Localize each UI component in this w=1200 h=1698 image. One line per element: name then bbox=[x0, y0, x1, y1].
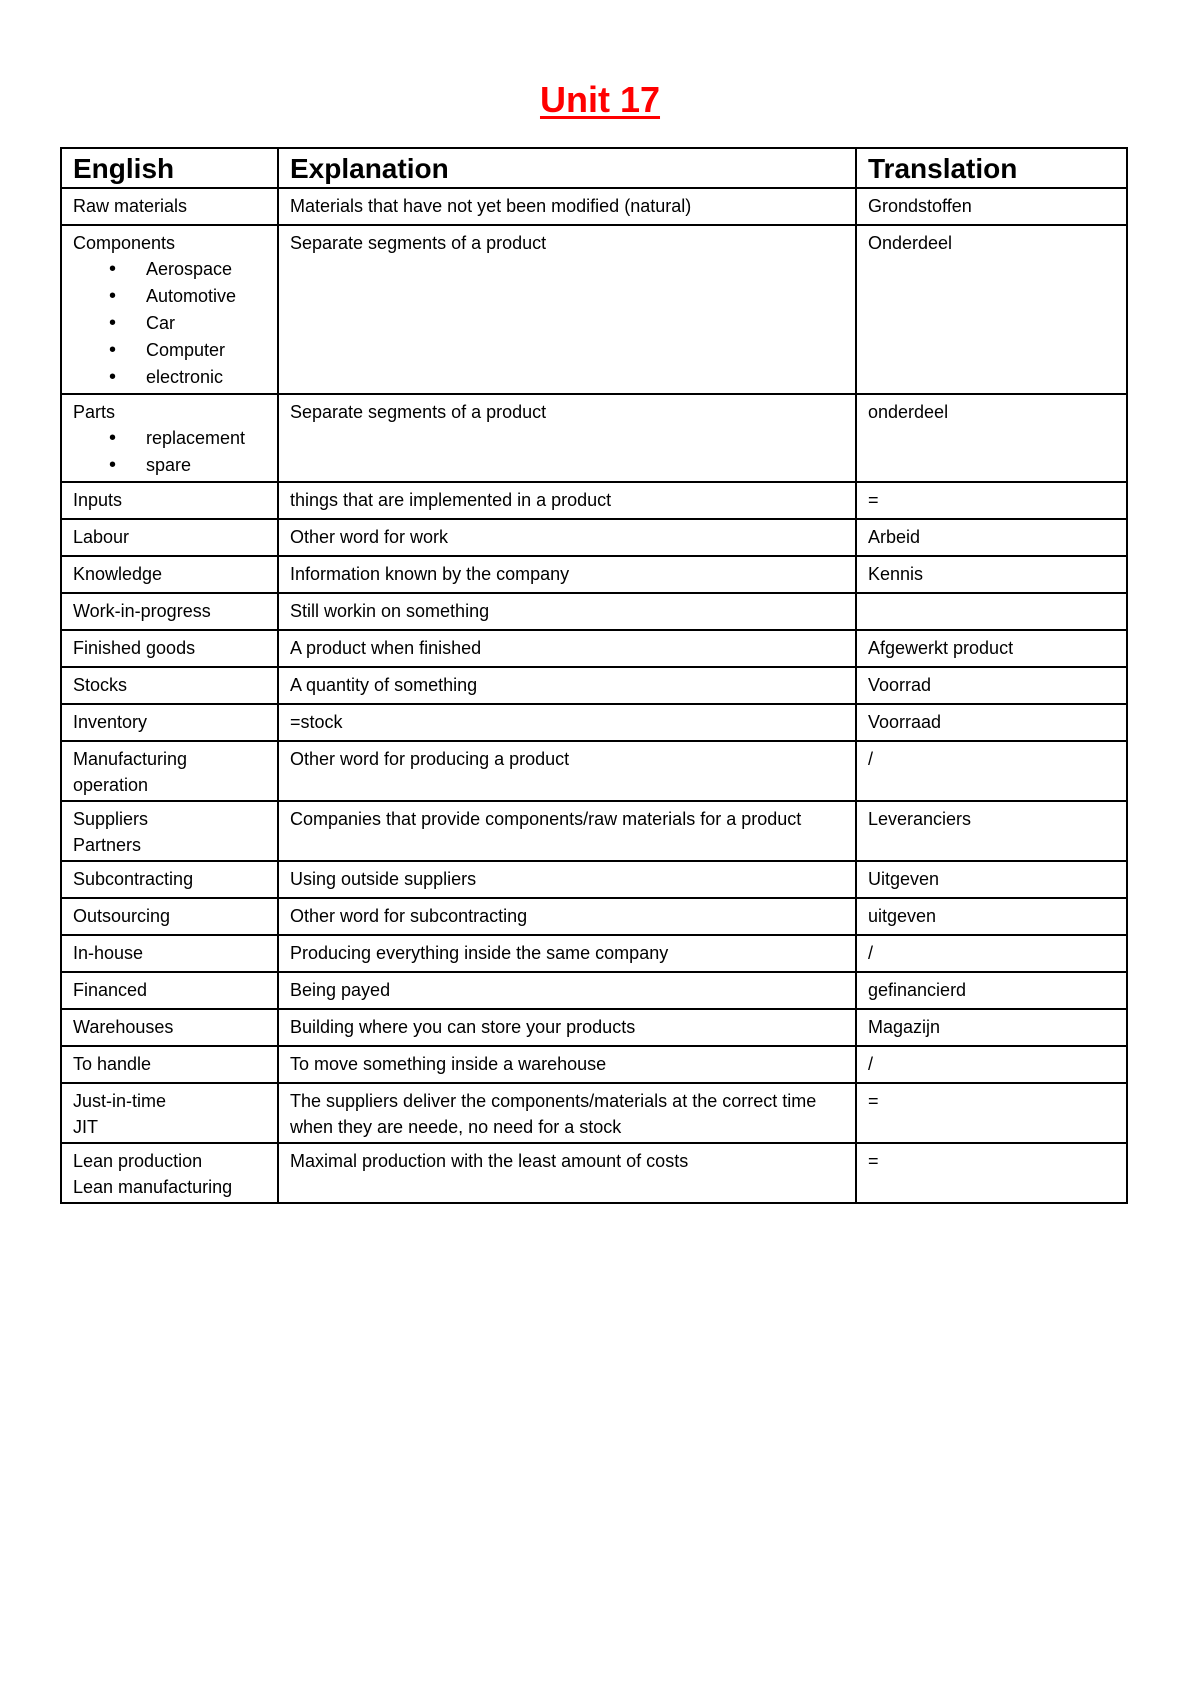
cell-explanation: Information known by the company bbox=[278, 556, 856, 593]
table-row bbox=[61, 801, 1127, 861]
table-row bbox=[61, 593, 1127, 630]
header-explanation: Explanation bbox=[278, 148, 856, 188]
sub-term-list bbox=[73, 256, 266, 391]
cell-english: Outsourcing bbox=[61, 898, 278, 935]
term: Partners bbox=[73, 835, 142, 855]
table-row bbox=[61, 1143, 1127, 1203]
table-row bbox=[61, 482, 1127, 519]
table-row bbox=[61, 861, 1127, 898]
cell-explanation: Building where you can store your products bbox=[278, 1009, 856, 1046]
term: Lean production bbox=[73, 1151, 203, 1171]
cell-translation: onderdeel bbox=[856, 394, 1127, 482]
cell-translation: Grondstoffen bbox=[856, 188, 1127, 225]
cell-translation: Afgewerkt product bbox=[856, 630, 1127, 667]
cell-explanation: A quantity of something bbox=[278, 667, 856, 704]
cell-explanation: =stock bbox=[278, 704, 856, 741]
table-header-row bbox=[61, 148, 1127, 188]
cell-explanation: Separate segments of a product bbox=[278, 394, 856, 482]
cell-english: Inputs bbox=[61, 482, 278, 519]
cell-english: Labour bbox=[61, 519, 278, 556]
term: JIT bbox=[73, 1117, 98, 1137]
cell-english bbox=[61, 1083, 278, 1143]
cell-english: Finished goods bbox=[61, 630, 278, 667]
cell-translation: gefinancierd bbox=[856, 972, 1127, 1009]
table-row bbox=[61, 556, 1127, 593]
cell-translation: uitgeven bbox=[856, 898, 1127, 935]
cell-english: Manufacturing operation bbox=[61, 741, 278, 801]
cell-english bbox=[61, 394, 278, 482]
cell-explanation: Being payed bbox=[278, 972, 856, 1009]
table-row bbox=[61, 188, 1127, 225]
cell-translation: Magazijn bbox=[856, 1009, 1127, 1046]
cell-explanation: Other word for subcontracting bbox=[278, 898, 856, 935]
cell-translation: Arbeid bbox=[856, 519, 1127, 556]
cell-translation: = bbox=[856, 1143, 1127, 1203]
table-row bbox=[61, 667, 1127, 704]
cell-explanation: A product when finished bbox=[278, 630, 856, 667]
cell-explanation: Producing everything inside the same company bbox=[278, 935, 856, 972]
header-english: English bbox=[61, 148, 278, 188]
cell-explanation: things that are implemented in a product bbox=[278, 482, 856, 519]
table-row bbox=[61, 394, 1127, 482]
table-row bbox=[61, 972, 1127, 1009]
cell-explanation: To move something inside a warehouse bbox=[278, 1046, 856, 1083]
cell-translation bbox=[856, 593, 1127, 630]
cell-explanation: Materials that have not yet been modified (natural) bbox=[278, 188, 856, 225]
list-item: • Computer bbox=[73, 337, 266, 364]
table-row bbox=[61, 519, 1127, 556]
table-row bbox=[61, 1083, 1127, 1143]
table-row bbox=[61, 225, 1127, 394]
header-translation: Translation bbox=[856, 148, 1127, 188]
vocabulary-table bbox=[60, 147, 1128, 1204]
cell-english: Stocks bbox=[61, 667, 278, 704]
cell-explanation: Other word for work bbox=[278, 519, 856, 556]
table-row bbox=[61, 741, 1127, 801]
list-item: • spare bbox=[73, 452, 266, 479]
cell-explanation: Maximal production with the least amount of costs bbox=[278, 1143, 856, 1203]
list-item: • electronic bbox=[73, 364, 266, 391]
cell-translation: / bbox=[856, 741, 1127, 801]
cell-translation: Uitgeven bbox=[856, 861, 1127, 898]
cell-explanation: The suppliers deliver the components/materials at the correct time when they are neede, no need for a stock bbox=[278, 1083, 856, 1143]
cell-english: To handle bbox=[61, 1046, 278, 1083]
cell-explanation: Other word for producing a product bbox=[278, 741, 856, 801]
table-row bbox=[61, 1046, 1127, 1083]
page-title: Unit 17 bbox=[539, 79, 661, 120]
cell-translation: Leveranciers bbox=[856, 801, 1127, 861]
term: Parts bbox=[73, 402, 116, 422]
cell-english: Raw materials bbox=[61, 188, 278, 225]
list-item: • Car bbox=[73, 310, 266, 337]
cell-english bbox=[61, 225, 278, 394]
cell-english: Knowledge bbox=[61, 556, 278, 593]
term: Components bbox=[73, 233, 176, 253]
cell-english: Financed bbox=[61, 972, 278, 1009]
table-row bbox=[61, 898, 1127, 935]
term: Just-in-time bbox=[73, 1091, 167, 1111]
cell-english bbox=[61, 1143, 278, 1203]
term: Suppliers bbox=[73, 809, 149, 829]
cell-translation: Kennis bbox=[856, 556, 1127, 593]
cell-translation: Onderdeel bbox=[856, 225, 1127, 394]
list-item: • Automotive bbox=[73, 283, 266, 310]
list-item: • replacement bbox=[73, 425, 266, 452]
list-item: • Aerospace bbox=[73, 256, 266, 283]
cell-explanation: Using outside suppliers bbox=[278, 861, 856, 898]
cell-translation: Voorrad bbox=[856, 667, 1127, 704]
cell-translation: Voorraad bbox=[856, 704, 1127, 741]
cell-english bbox=[61, 801, 278, 861]
cell-explanation: Companies that provide components/raw materials for a product bbox=[278, 801, 856, 861]
cell-explanation: Still workin on something bbox=[278, 593, 856, 630]
cell-translation: / bbox=[856, 1046, 1127, 1083]
cell-english: Work-in-progress bbox=[61, 593, 278, 630]
table-row bbox=[61, 630, 1127, 667]
cell-english: Inventory bbox=[61, 704, 278, 741]
cell-english: Subcontracting bbox=[61, 861, 278, 898]
term: Lean manufacturing bbox=[73, 1177, 233, 1197]
cell-translation: = bbox=[856, 1083, 1127, 1143]
cell-translation: = bbox=[856, 482, 1127, 519]
cell-english: Warehouses bbox=[61, 1009, 278, 1046]
table-row bbox=[61, 935, 1127, 972]
cell-english: In-house bbox=[61, 935, 278, 972]
table-row bbox=[61, 1009, 1127, 1046]
cell-translation: / bbox=[856, 935, 1127, 972]
cell-explanation: Separate segments of a product bbox=[278, 225, 856, 394]
table-row bbox=[61, 704, 1127, 741]
sub-term-list bbox=[73, 425, 266, 479]
